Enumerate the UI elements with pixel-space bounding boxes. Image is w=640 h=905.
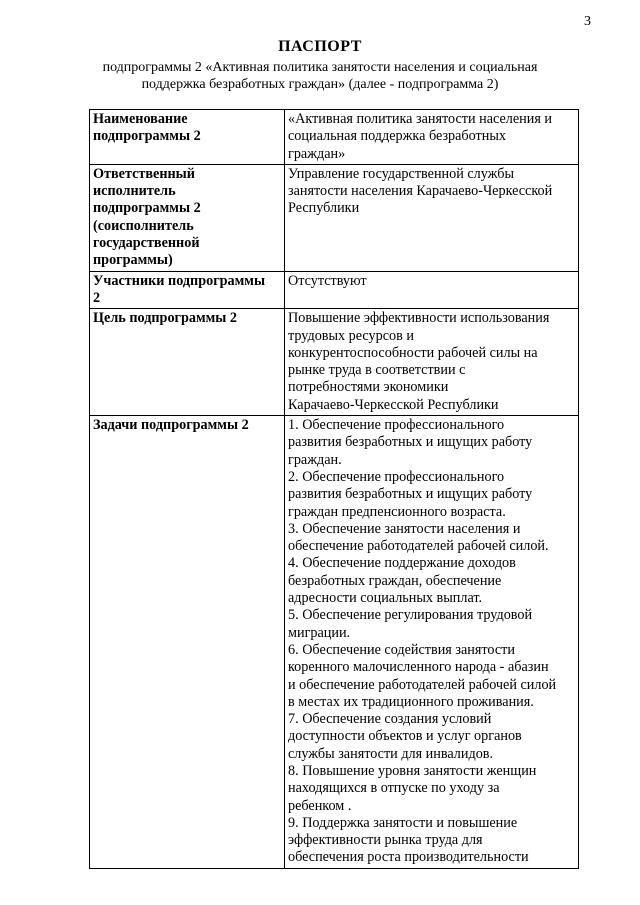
subtitle-line-1: подпрограммы 2 «Активная политика занятости населения и социальная [102, 60, 538, 75]
table-row [90, 309, 579, 416]
row-label: Ответственный исполнитель подпрограммы 2 (соисполнитель государственной программы) [90, 164, 285, 271]
page-number: 3 [584, 14, 591, 29]
table-row [90, 110, 579, 165]
row-label: Цель подпрограммы 2 [90, 309, 285, 416]
row-value: «Активная политика занятости населения и социальная поддержка безработных граждан» [285, 110, 579, 165]
table-row [90, 416, 579, 869]
row-value: Отсутствуют [285, 271, 579, 309]
row-label: Задачи подпрограммы 2 [90, 416, 285, 869]
subtitle-line-2: поддержка безработных граждан» (далее - подпрограмма 2) [141, 77, 499, 92]
row-value: Управление государственной службы занятости населения Карачаево-Черкесской Республики [285, 164, 579, 271]
row-value: Повышение эффективности использования трудовых ресурсов и конкурентоспособности рабочей силы на рынке труда в соответствии с потребностями экономики Карачаево-Черкесской Республики [285, 309, 579, 416]
table-row [90, 271, 579, 309]
row-label: Наименование подпрограммы 2 [90, 110, 285, 165]
document-subtitle [0, 59, 640, 93]
table-row [90, 164, 579, 271]
passport-table [89, 109, 579, 869]
document-title: ПАСПОРТ [278, 38, 362, 55]
row-value: 1. Обеспечение профессионального развития безработных и ищущих работу граждан. 2. Обеспечение профессионального развития безработных и ищущих работу граждан предпенсионного возраста. 3. Обеспечение занятости населения и обеспечение работодателей рабочей силой. 4. Обеспечение поддержание доходов безработных граждан, обеспечение адресности социальных выплат. 5. Обеспечение регулирования трудовой миграции. 6. Обеспечение содействия занятости коренного малочисленного народа - абазин и обеспечение работодателей рабочей силой в местах их традиционного проживания. 7. Обеспечение создания условий доступности объектов и услуг органов службы занятости для инвалидов. 8. Повышение уровня занятости женщин находящихся в отпуске по уходу за ребенком . 9. Поддержка занятости и повышение эффективности рынка труда для обеспечения роста производительности [285, 416, 579, 869]
row-label: Участники подпрограммы 2 [90, 271, 285, 309]
